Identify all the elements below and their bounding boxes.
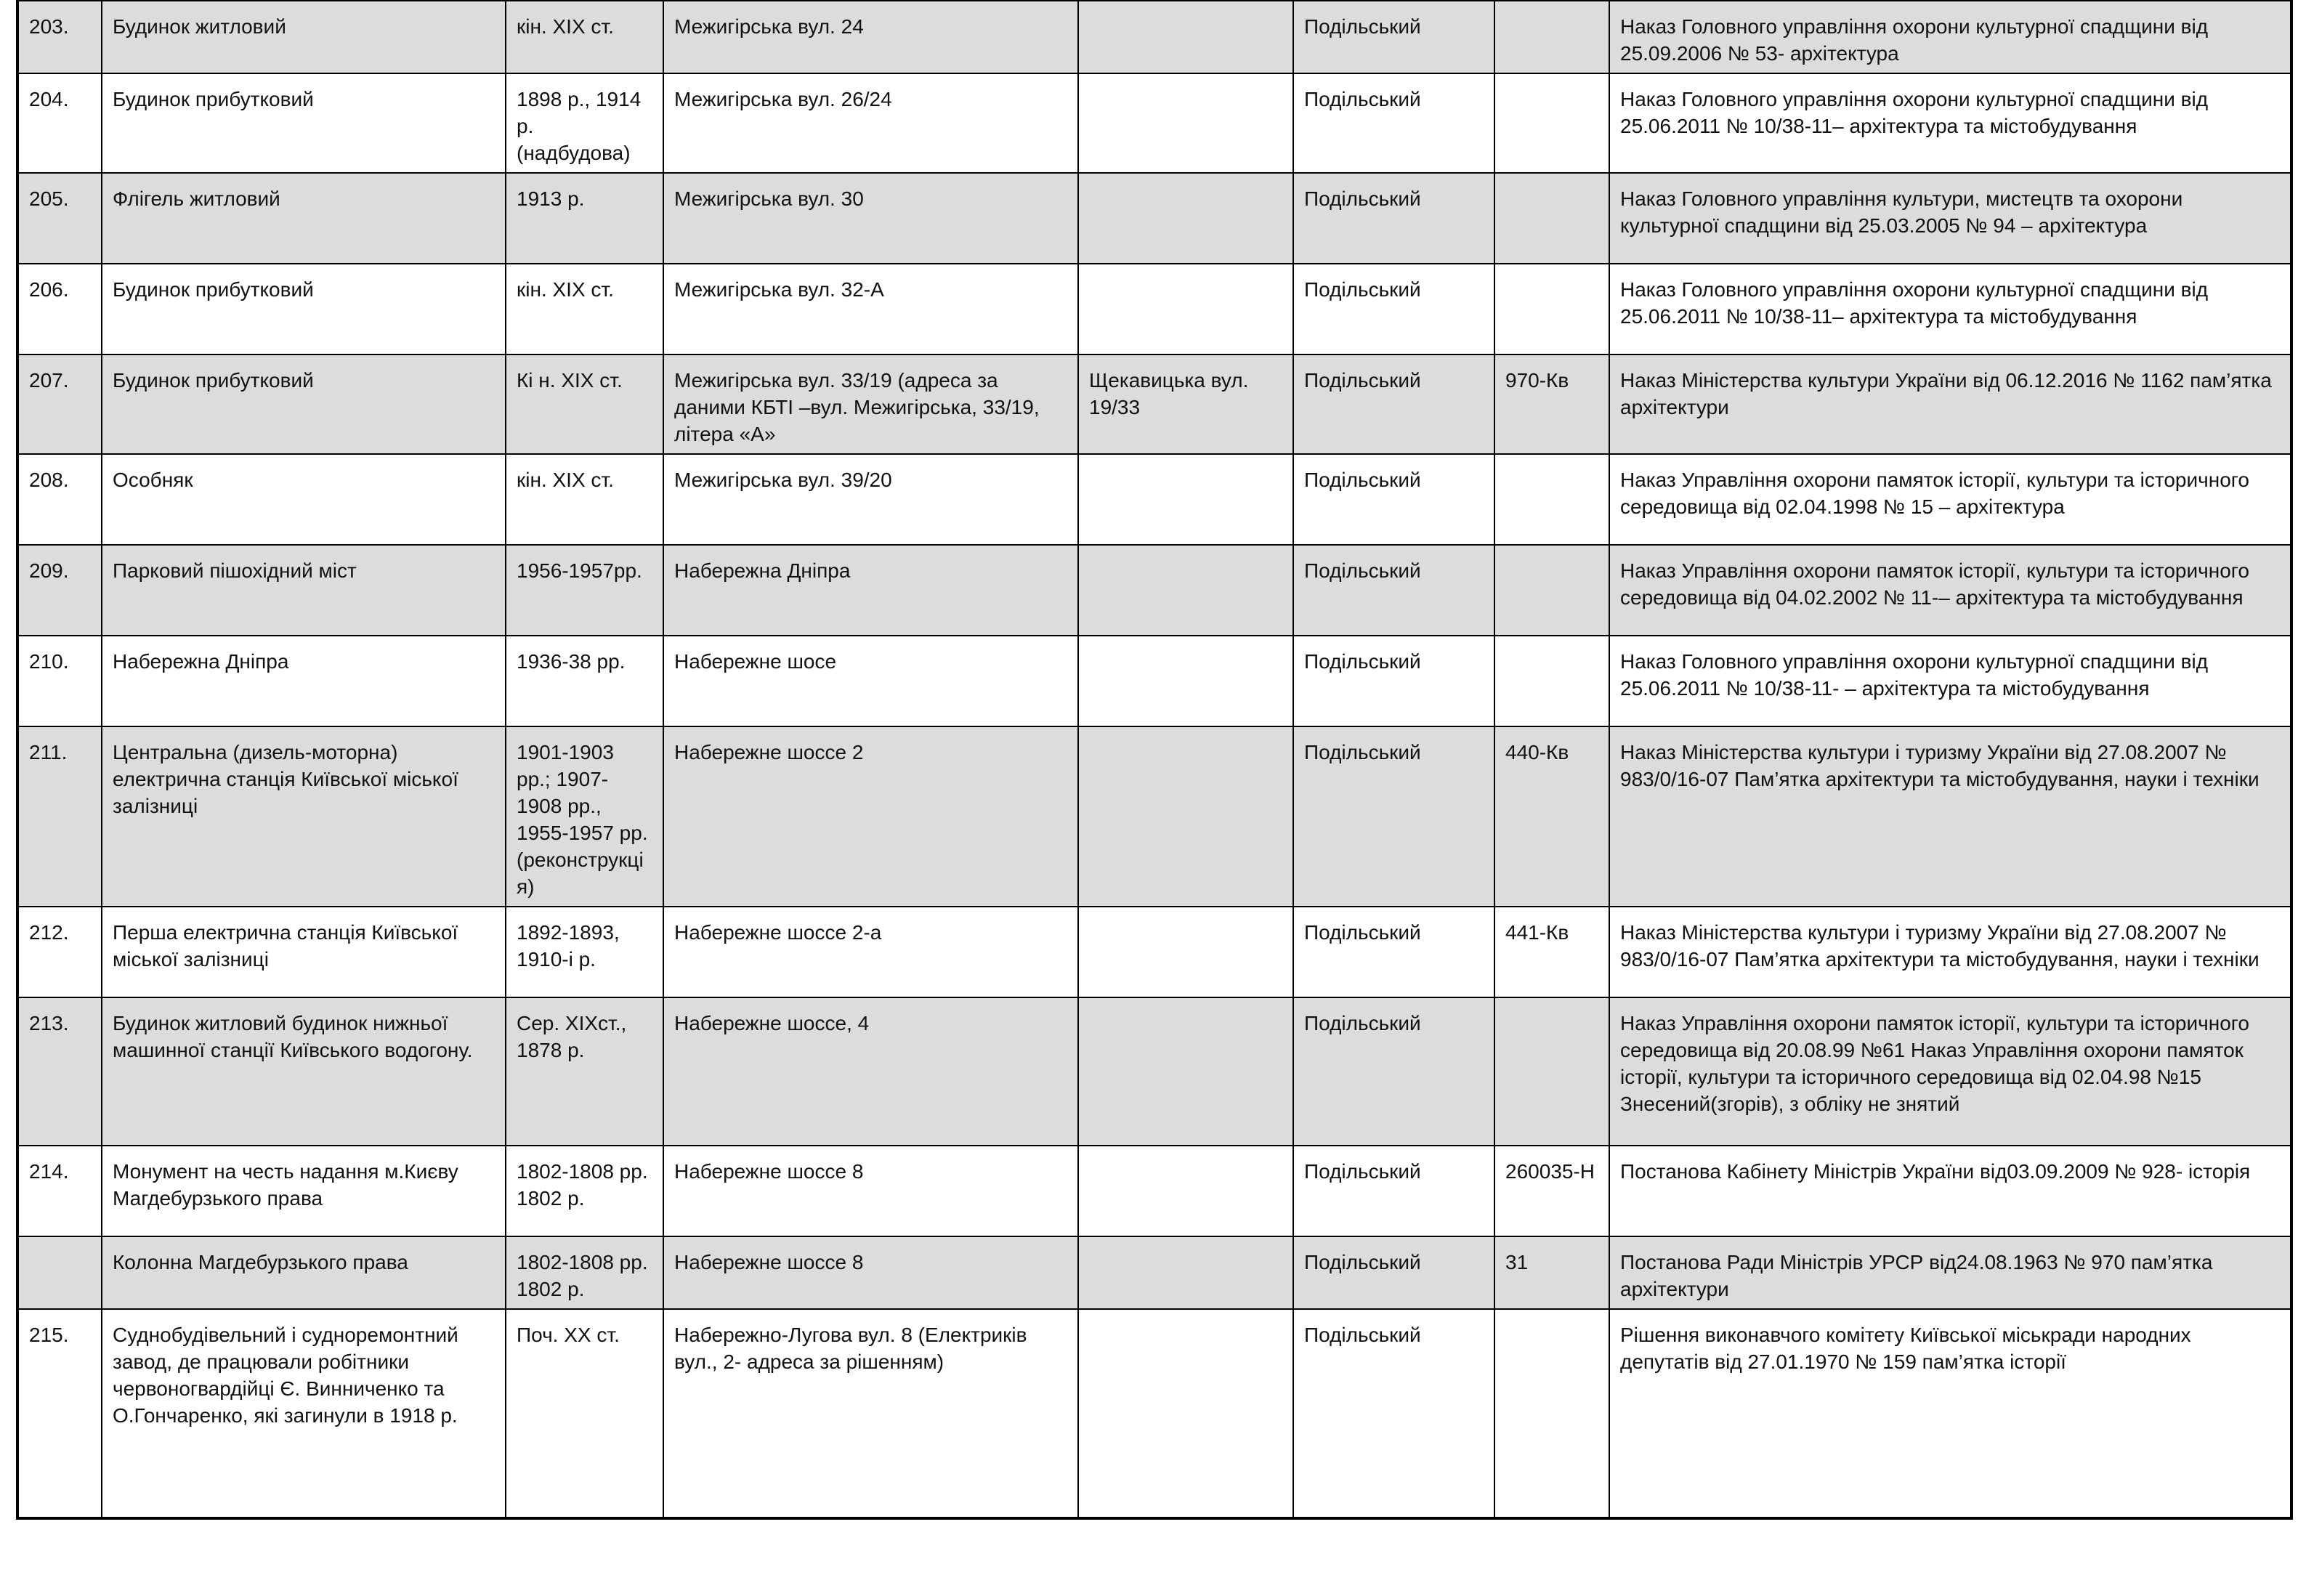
row-number	[17, 1236, 102, 1309]
object-name: Колонна Магдебурзького права	[102, 1236, 506, 1309]
object-alt-address	[1078, 73, 1293, 173]
object-alt-address	[1078, 1146, 1293, 1236]
protection-document: Наказ Головного управління охорони культурної спадщини від 25.09.2006 № 53- архітектура	[1609, 1, 2291, 73]
row-number: 205.	[17, 173, 102, 264]
table-body	[17, 1, 2291, 1518]
row-number: 204.	[17, 73, 102, 173]
object-date: 1956-1957рр.	[506, 545, 663, 636]
table-row	[17, 173, 2291, 264]
object-district: Подільський	[1293, 1236, 1494, 1309]
table-row	[17, 454, 2291, 545]
object-alt-address	[1078, 1, 1293, 73]
protection-document: Постанова Кабінету Міністрів України від03.09.2009 № 928- історія	[1609, 1146, 2291, 1236]
table-row	[17, 997, 2291, 1146]
table-row	[17, 1309, 2291, 1518]
object-address: Межигірська вул. 32-А	[663, 264, 1078, 355]
object-address: Набережне шосе	[663, 636, 1078, 726]
table-row	[17, 73, 2291, 173]
table-row	[17, 355, 2291, 454]
object-district: Подільський	[1293, 545, 1494, 636]
protection-document: Наказ Міністерства культури і туризму України від 27.08.2007 № 983/0/16-07 Пам’ятка архітектури та містобудування, науки і техніки	[1609, 726, 2291, 907]
object-date: кін. XIX ст.	[506, 454, 663, 545]
object-code: 441-Кв	[1494, 907, 1609, 997]
table-row	[17, 1146, 2291, 1236]
object-alt-address	[1078, 636, 1293, 726]
object-name: Будинок житловий	[102, 1, 506, 73]
protection-document: Наказ Міністерства культури України від 06.12.2016 № 1162 пам’ятка архітектури	[1609, 355, 2291, 454]
object-address: Набережне шоссе 8	[663, 1146, 1078, 1236]
object-code	[1494, 264, 1609, 355]
protection-document: Наказ Управління охорони памяток історії, культури та історичного середовища від 02.04.1998 № 15 – архітектура	[1609, 454, 2291, 545]
object-district: Подільський	[1293, 726, 1494, 907]
object-name: Монумент на честь надання м.Києву Магдебурзького права	[102, 1146, 506, 1236]
object-code: 31	[1494, 1236, 1609, 1309]
row-number: 209.	[17, 545, 102, 636]
object-date: Кі н. XIX ст.	[506, 355, 663, 454]
object-address: Набережне шоссе 8	[663, 1236, 1078, 1309]
object-name: Суднобудівельний і судноремонтний завод, де працювали робітники червоногвардійці Є. Винниченко та О.Гончаренко, які загинули в 1918 р.	[102, 1309, 506, 1518]
object-address: Межигірська вул. 33/19 (адреса за даними КБТІ –вул. Межигірська, 33/19, літера «А»	[663, 355, 1078, 454]
row-number: 212.	[17, 907, 102, 997]
object-district: Подільський	[1293, 1, 1494, 73]
protection-document: Рішення виконавчого комітету Київської міськради народних депутатів від 27.01.1970 № 159 пам’ятка історії	[1609, 1309, 2291, 1518]
object-code	[1494, 1309, 1609, 1518]
object-name: Перша електрична станція Київської міської залізниці	[102, 907, 506, 997]
object-alt-address	[1078, 1236, 1293, 1309]
object-date: Поч. XX ст.	[506, 1309, 663, 1518]
object-address: Набережне шоссе 2	[663, 726, 1078, 907]
object-alt-address	[1078, 173, 1293, 264]
object-date: 1913 р.	[506, 173, 663, 264]
table-row	[17, 1, 2291, 73]
row-number: 206.	[17, 264, 102, 355]
object-alt-address	[1078, 726, 1293, 907]
object-name: Будинок прибутковий	[102, 355, 506, 454]
object-alt-address	[1078, 907, 1293, 997]
object-district: Подільський	[1293, 636, 1494, 726]
object-address: Межигірська вул. 30	[663, 173, 1078, 264]
object-district: Подільський	[1293, 907, 1494, 997]
table-row	[17, 264, 2291, 355]
object-code: 440-Кв	[1494, 726, 1609, 907]
row-number: 213.	[17, 997, 102, 1146]
object-district: Подільський	[1293, 264, 1494, 355]
object-address: Набережне шоссе 2-а	[663, 907, 1078, 997]
object-alt-address	[1078, 1309, 1293, 1518]
object-alt-address	[1078, 997, 1293, 1146]
object-date: 1892-1893, 1910-і р.	[506, 907, 663, 997]
object-date: 1898 р., 1914 р. (надбудова)	[506, 73, 663, 173]
object-code: 260035-Н	[1494, 1146, 1609, 1236]
table-row	[17, 545, 2291, 636]
object-district: Подільський	[1293, 1309, 1494, 1518]
protection-document: Наказ Головного управління охорони культурної спадщини від 25.06.2011 № 10/38-11– архітектура та містобудування	[1609, 73, 2291, 173]
row-number: 214.	[17, 1146, 102, 1236]
object-date: 1936-38 рр.	[506, 636, 663, 726]
object-name: Центральна (дизель-моторна) електрична станція Київської міської залізниці	[102, 726, 506, 907]
object-district: Подільський	[1293, 73, 1494, 173]
object-district: Подільський	[1293, 997, 1494, 1146]
row-number: 208.	[17, 454, 102, 545]
protection-document: Наказ Головного управління охорони культурної спадщини від 25.06.2011 № 10/38-11– архітектура та містобудування	[1609, 264, 2291, 355]
protection-document: Наказ Управління охорони памяток історії, культури та історичного середовища від 20.08.99 №61 Наказ Управління охорони памяток історії, культури та історичного середовища від 02.04.98 №15 Знесений(згорів), з обліку не знятий	[1609, 997, 2291, 1146]
object-address: Набережне шоссе, 4	[663, 997, 1078, 1146]
table-row	[17, 907, 2291, 997]
object-code	[1494, 73, 1609, 173]
object-name: Набережна Дніпра	[102, 636, 506, 726]
protection-document: Наказ Головного управління охорони культурної спадщини від 25.06.2011 № 10/38-11- – архітектура та містобудування	[1609, 636, 2291, 726]
table-row	[17, 636, 2291, 726]
object-date: кін. XIX ст.	[506, 1, 663, 73]
object-name: Флігель житловий	[102, 173, 506, 264]
object-address: Набережно-Лугова вул. 8 (Електриків вул., 2- адреса за рішенням)	[663, 1309, 1078, 1518]
object-district: Подільський	[1293, 1146, 1494, 1236]
object-code	[1494, 997, 1609, 1146]
protection-document: Постанова Ради Міністрів УРСР від24.08.1963 № 970 пам’ятка архітектури	[1609, 1236, 2291, 1309]
row-number: 215.	[17, 1309, 102, 1518]
object-address: Набережна Дніпра	[663, 545, 1078, 636]
row-number: 207.	[17, 355, 102, 454]
object-name: Будинок прибутковий	[102, 264, 506, 355]
object-code: 970-Кв	[1494, 355, 1609, 454]
object-name: Будинок житловий будинок нижньої машинної станції Київського водогону.	[102, 997, 506, 1146]
row-number: 211.	[17, 726, 102, 907]
object-district: Подільський	[1293, 173, 1494, 264]
object-code	[1494, 545, 1609, 636]
heritage-registry-table	[16, 0, 2293, 1520]
protection-document: Наказ Міністерства культури і туризму України від 27.08.2007 № 983/0/16-07 Пам’ятка архітектури та містобудування, науки і техніки	[1609, 907, 2291, 997]
object-address: Межигірська вул. 26/24	[663, 73, 1078, 173]
object-date: 1901-1903 рр.; 1907-1908 рр., 1955-1957 рр. (реконструкція)	[506, 726, 663, 907]
object-alt-address: Щекавицька вул. 19/33	[1078, 355, 1293, 454]
object-date: 1802-1808 рр. 1802 р.	[506, 1236, 663, 1309]
object-code	[1494, 454, 1609, 545]
table-row	[17, 1236, 2291, 1309]
object-address: Межигірська вул. 24	[663, 1, 1078, 73]
object-code	[1494, 1, 1609, 73]
protection-document: Наказ Головного управління культури, мистецтв та охорони культурної спадщини від 25.03.2005 № 94 – архітектура	[1609, 173, 2291, 264]
object-alt-address	[1078, 454, 1293, 545]
object-alt-address	[1078, 545, 1293, 636]
row-number: 203.	[17, 1, 102, 73]
row-number: 210.	[17, 636, 102, 726]
object-date: Сер. XIXст., 1878 р.	[506, 997, 663, 1146]
object-district: Подільський	[1293, 355, 1494, 454]
object-code	[1494, 173, 1609, 264]
object-code	[1494, 636, 1609, 726]
object-name: Парковий пішохідний міст	[102, 545, 506, 636]
object-date: кін. XIX ст.	[506, 264, 663, 355]
object-district: Подільський	[1293, 454, 1494, 545]
object-address: Межигірська вул. 39/20	[663, 454, 1078, 545]
object-name: Будинок прибутковий	[102, 73, 506, 173]
table-row	[17, 726, 2291, 907]
object-date: 1802-1808 рр. 1802 р.	[506, 1146, 663, 1236]
object-alt-address	[1078, 264, 1293, 355]
object-name: Особняк	[102, 454, 506, 545]
protection-document: Наказ Управління охорони памяток історії, культури та історичного середовища від 04.02.2002 № 11-– архітектура та містобудування	[1609, 545, 2291, 636]
